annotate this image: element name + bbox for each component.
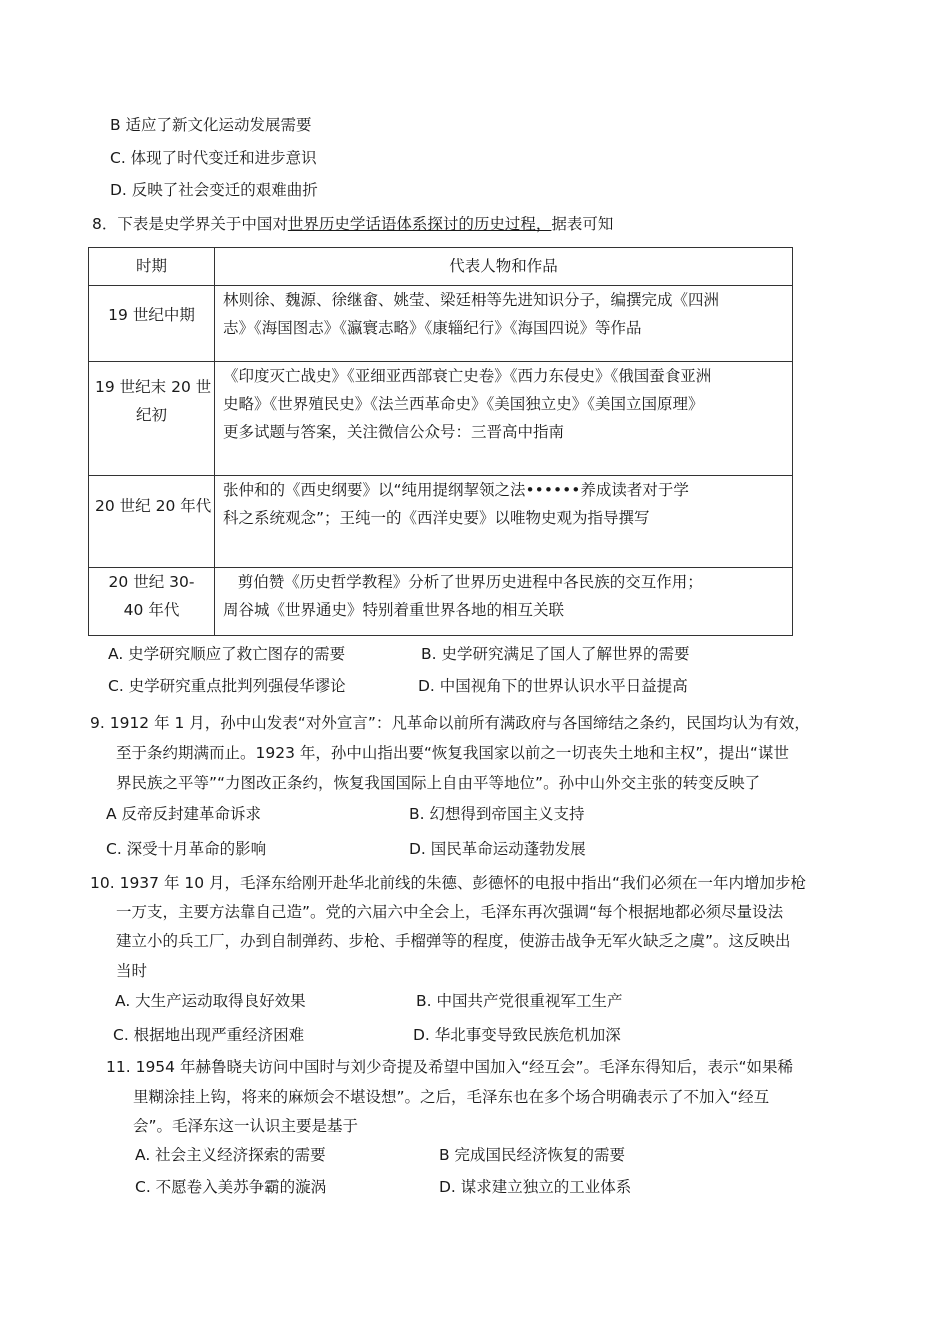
q9-stem-line: 至于条约期满而止。1923 年，孙中山指出要“恢复我国家以前之一切丧失土地和主权”，提出“谋世	[116, 744, 789, 762]
period-text: 19 世纪中期	[108, 306, 195, 324]
table-row	[89, 568, 793, 636]
table-header-row	[89, 248, 793, 286]
period-cell	[89, 286, 215, 362]
q7-option-c: C. 体现了时代变迁和进步意识	[110, 149, 317, 167]
q7-option-d: D. 反映了社会变迁的艰难曲折	[110, 181, 318, 199]
q8-option-a: A. 史学研究顺应了救亡图存的需要	[108, 645, 346, 663]
q8-stem	[92, 217, 613, 233]
history-table	[88, 247, 793, 636]
q10-option-d: D. 华北事变导致民族危机加深	[413, 1026, 621, 1044]
q9-option-c: C. 深受十月革命的影响	[106, 840, 267, 858]
q9-stem-line: 界民族之平等”“力图改正条约，恢复我国国际上自由平等地位”。孙中山外交主张的转变反映了	[116, 774, 761, 792]
q8-option-b: B. 史学研究满足了国人了解世界的需要	[421, 645, 690, 663]
period-text: 纪初	[135, 406, 167, 424]
q10-stem-line: 一万支，主要方法靠自己造”。党的六届六中全会上，毛泽东再次强调“每个根据地都必须尽量设法	[116, 903, 784, 921]
period-cell	[89, 568, 215, 636]
period-text: 20 世纪 20 年代	[95, 497, 212, 515]
period-text: 19 世纪末 20 世	[95, 378, 212, 396]
q11-stem-line: 里糊涂挂上钩，将来的麻烦会不堪设想”。之后，毛泽东也在多个场合明确表示了不加入“经互	[133, 1088, 770, 1106]
content-cell	[215, 476, 793, 568]
table-row	[89, 362, 793, 476]
header-content: 代表人物和作品	[449, 257, 558, 275]
header-period: 时期	[135, 257, 167, 275]
content-line: 剪伯赞《历史哲学教程》分析了世界历史进程中各民族的交互作用；	[223, 573, 703, 591]
content-cell	[215, 286, 793, 362]
q9-option-d: D. 国民革命运动蓬勃发展	[409, 840, 586, 858]
q10-stem-line: 建立小的兵工厂，办到自制弹药、步枪、手榴弹等的程度，使游击战争无军火缺乏之虞”。这反映出	[116, 932, 791, 950]
q10-stem-line: 10. 1937 年 10 月，毛泽东给刚开赴华北前线的朱德、彭德怀的电报中指出“我们必须在一年内增加步枪	[90, 874, 807, 892]
content-line: 林则徐、魏源、徐继畲、姚莹、梁廷枏等先进知识分子，编撰完成《四洲	[223, 291, 720, 309]
q10-option-b: B. 中国共产党很重视军工生产	[416, 992, 623, 1010]
q9-option-b: B. 幻想得到帝国主义支持	[409, 805, 585, 823]
q11-option-b: B 完成国民经济恢复的需要	[439, 1146, 626, 1164]
q8-stem-underlined: 世界历史学话语体系探讨的历史过程，	[287, 215, 552, 233]
q10-option-c: C. 根据地出现严重经济困难	[113, 1026, 305, 1044]
q9-stem-line: 9. 1912 年 1 月，孙中山发表“对外宣言”：凡革命以前所有满政府与各国缔结之条约，民国均认为有效，	[90, 714, 810, 732]
q7-option-b: B 适应了新文化运动发展需要	[110, 116, 312, 134]
q8-option-c: C. 史学研究重点批判列强侵华谬论	[108, 677, 346, 695]
q10-option-a: A. 大生产运动取得良好效果	[115, 992, 306, 1010]
q11-option-d: D. 谋求建立独立的工业体系	[439, 1178, 632, 1196]
content-line: 张仲和的《西史纲要》以“纯用提纲挈领之法••••••养成读者对于学	[223, 481, 689, 499]
period-cell	[89, 362, 215, 476]
period-cell	[89, 476, 215, 568]
content-cell	[215, 568, 793, 636]
header-content-cell	[215, 248, 793, 286]
q11-stem-line: 会”。毛泽东这一认识主要是基于	[133, 1117, 359, 1135]
q8-option-d: D. 中国视角下的世界认识水平日益提高	[418, 677, 688, 695]
content-line: 志》《海国图志》《瀛寰志略》《康辎纪行》《海国四说》等作品	[223, 319, 642, 337]
content-line: 科之系统观念”；王纯一的《西洋史要》以唯物史观为指导撰写	[223, 509, 650, 527]
period-text: 40 年代	[123, 601, 180, 619]
header-period-cell	[89, 248, 215, 286]
q8-stem-post: 据表可知	[551, 215, 614, 233]
q8-stem-pre: 8．下表是史学界关于中国对	[92, 215, 288, 233]
content-line: 《印度灭亡战史》《亚细亚西部衰亡史卷》《西力东侵史》《俄国蚕食亚洲	[223, 367, 712, 385]
table-row	[89, 476, 793, 568]
q9-option-a: A 反帝反封建革命诉求	[106, 805, 262, 823]
q11-option-c: C. 不愿卷入美苏争霸的漩涡	[135, 1178, 327, 1196]
content-line: 周谷城《世界通史》特别着重世界各地的相互关联	[223, 601, 565, 619]
period-text: 20 世纪 30-	[108, 573, 195, 591]
q11-option-a: A. 社会主义经济探索的需要	[135, 1146, 326, 1164]
content-line: 史略》《世界殖民史》《法兰西革命史》《美国独立史》《美国立国原理》	[223, 395, 704, 413]
q11-stem-line: 11. 1954 年赫鲁晓夫访问中国时与刘少奇提及希望中国加入“经互会”。毛泽东得知后，表示“如果稀	[106, 1058, 794, 1076]
content-cell	[215, 362, 793, 476]
q10-stem-line: 当时	[116, 962, 148, 980]
table-row	[89, 286, 793, 362]
content-line: 更多试题与答案，关注微信公众号：三晋高中指南	[223, 423, 565, 441]
